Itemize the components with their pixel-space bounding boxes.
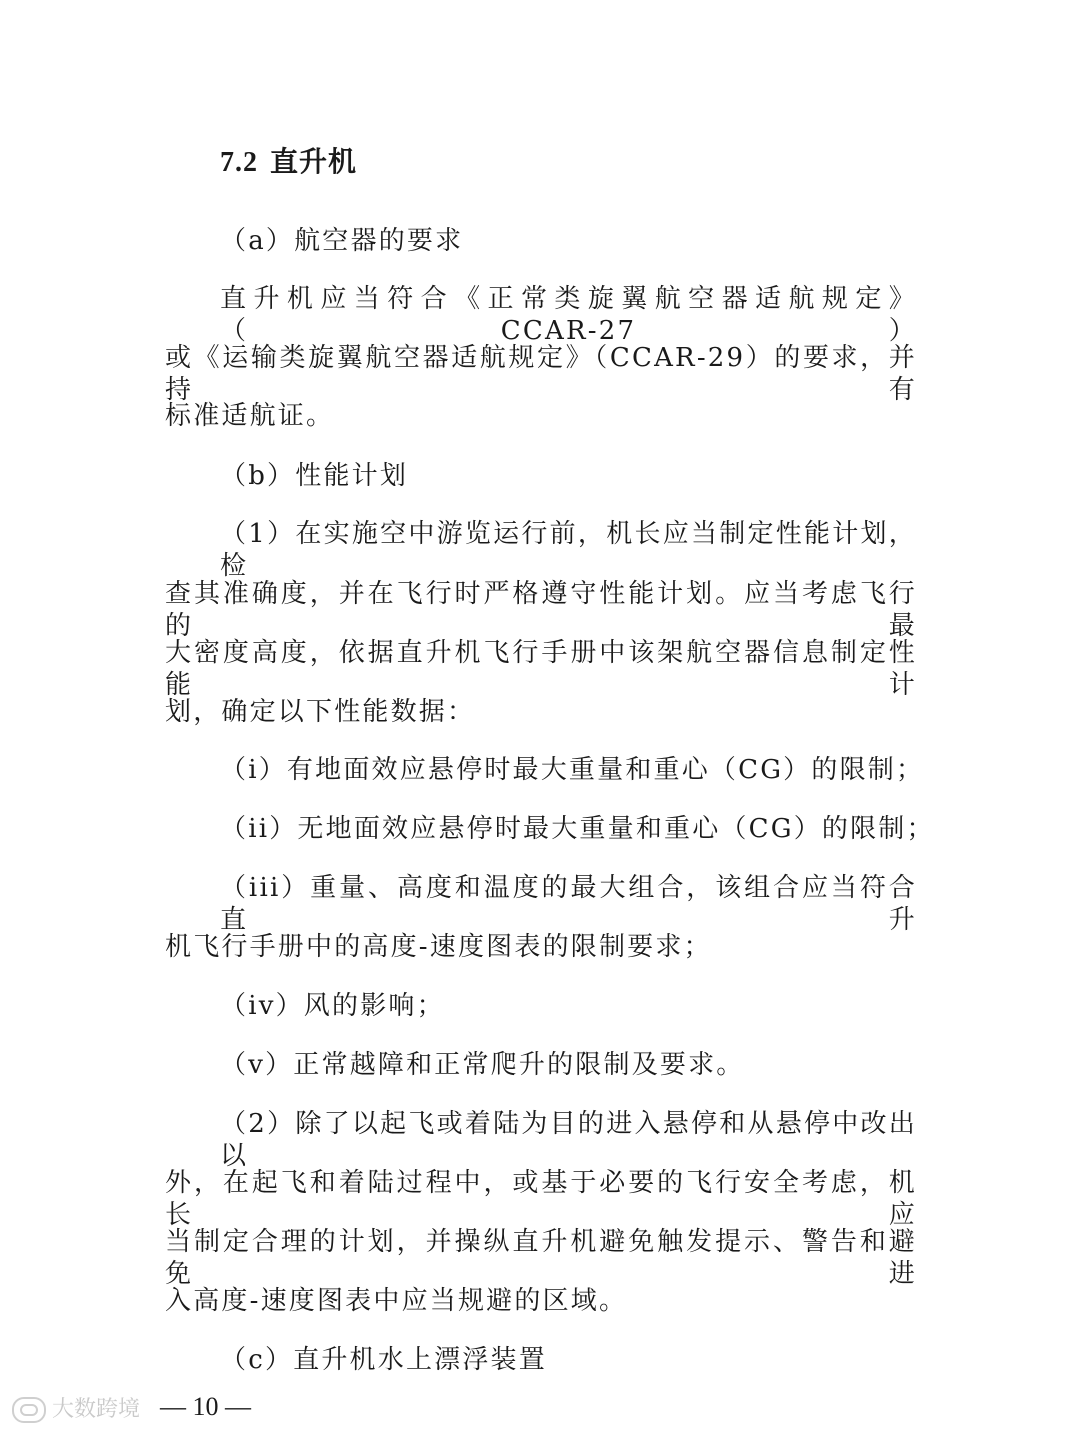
paragraph-line: 机飞行手册中的高度-速度图表的限制要求； bbox=[165, 932, 712, 962]
subsection-a-heading: （a）航空器的要求 bbox=[220, 226, 464, 256]
paragraph-line: 直升机应当符合《正常类旋翼航空器适航规定》（CCAR-27） bbox=[220, 284, 917, 346]
section-heading bbox=[220, 140, 357, 180]
section-number: 7.2 bbox=[220, 147, 258, 178]
subsection-b-heading: （b）性能计划 bbox=[220, 461, 409, 491]
paragraph-line: （1）在实施空中游览运行前，机长应当制定性能计划，检 bbox=[220, 519, 917, 581]
list-item: （i）有地面效应悬停时最大重量和重心（CG）的限制； bbox=[220, 755, 925, 785]
watermark bbox=[12, 1392, 140, 1423]
paragraph-line: 标准适航证。 bbox=[165, 401, 335, 431]
list-item: （iii）重量、高度和温度的最大组合，该组合应当符合直升 bbox=[220, 873, 917, 935]
subsection-c-heading: （c）直升机水上漂浮装置 bbox=[220, 1345, 547, 1375]
list-item: （iv）风的影响； bbox=[220, 991, 445, 1021]
paragraph-line: （2）除了以起飞或着陆为目的进入悬停和从悬停中改出以 bbox=[220, 1109, 917, 1171]
list-item: （v）正常越障和正常爬升的限制及要求。 bbox=[220, 1050, 745, 1080]
paragraph-line: 当制定合理的计划，并操纵直升机避免触发提示、警告和避免进 bbox=[165, 1227, 917, 1289]
page-number: — 10 — bbox=[160, 1392, 251, 1421]
paragraph-line: 或《运输类旋翼航空器适航规定》（CCAR-29）的要求，并持有 bbox=[165, 343, 917, 405]
paragraph-line: 划，确定以下性能数据： bbox=[165, 697, 476, 727]
paragraph-line: 查其准确度，并在飞行时严格遵守性能计划。应当考虑飞行的最 bbox=[165, 579, 917, 641]
paragraph-line: 外，在起飞和着陆过程中，或基于必要的飞行安全考虑，机长应 bbox=[165, 1168, 917, 1230]
paragraph-line: 入高度-速度图表中应当规避的区域。 bbox=[165, 1286, 628, 1316]
list-item: （ii）无地面效应悬停时最大重量和重心（CG）的限制； bbox=[220, 814, 935, 844]
watermark-text: 大数跨境 bbox=[52, 1397, 141, 1422]
watermark-logo-icon bbox=[12, 1397, 46, 1423]
section-title: 直升机 bbox=[270, 145, 358, 178]
paragraph-line: 大密度高度，依据直升机飞行手册中该架航空器信息制定性能计 bbox=[165, 638, 917, 700]
